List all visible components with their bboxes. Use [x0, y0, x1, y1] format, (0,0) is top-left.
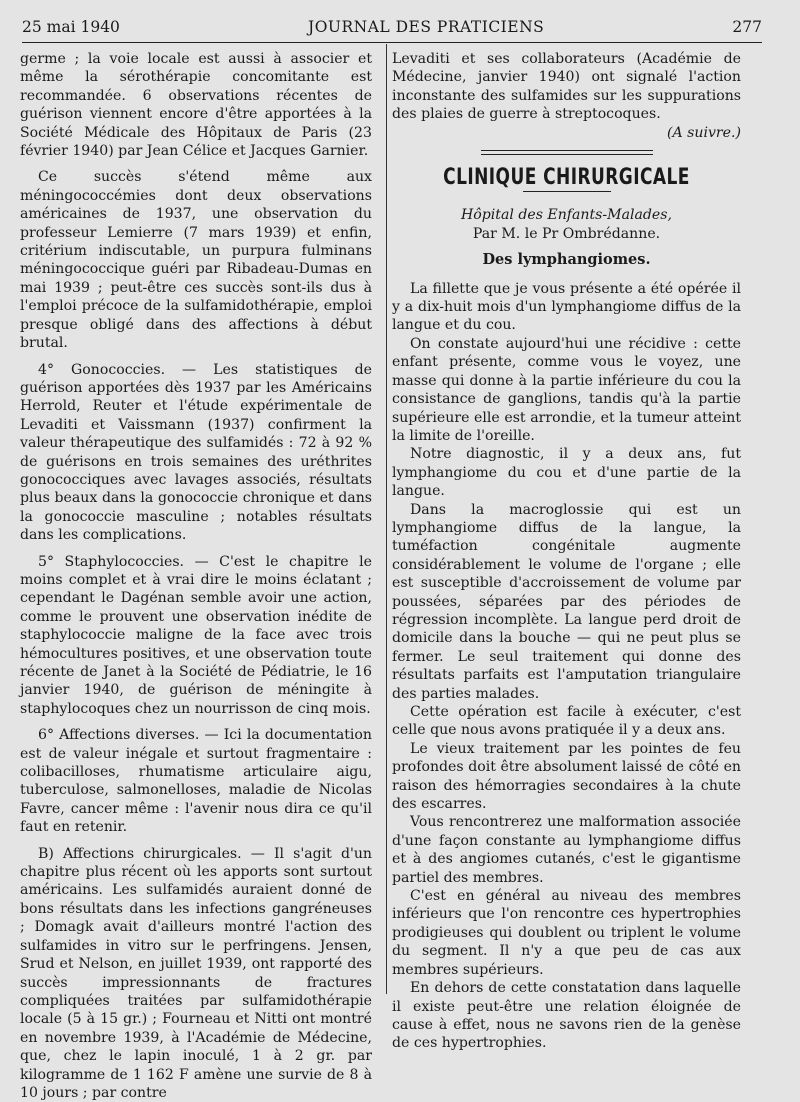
paragraph: B) Affections chirurgicales. — Il s'agit d'un chapitre plus récent où les apports sont surtout américains. Les sulfamidés auraient donné de bons résultats dans les infections gangréneuses ; Domagk avait d'ailleurs montré l'action des sulfamides in vitro sur le perfringens. Jensen, Srud et Nelson, en juillet 1939, ont rapporté des succès impressionnants de fractures compliquées traitées par sulfamidothérapie locale (5 à 15 gr.) ; Fourneau et Nitti ont montré en novembre 1939, à l'Académie de Médecine, que, chez le lapin inoculé, 1 à 2 gr. par kilogramme de 1 162 F amène une survie de 8 à 10 jours ; par contre	[20, 845, 372, 1101]
running-header	[22, 18, 762, 43]
section-title: CLINIQUE CHIRURGICALE	[443, 165, 690, 191]
paragraph: C'est en général au niveau des membres inférieurs que l'on rencontre ces hypertrophies prodigieuses qui doublent ou triplent le volume du segment. Il n'y a que peu de cas aux membres supérieurs.	[392, 888, 741, 978]
paragraph: 4° Gonococcies. — Les statistiques de guérison apportées dès 1937 par les Américains Herrold, Reuter et l'étude expérimentale de Levaditi et Vaissmann (1937) confirment la valeur thérapeutique des sulfamidés : 72 à 92 % de guérisons en trois semaines des uréthrites gonococciques avec lavages associés, résultats plus beaux dans la gonococcie chronique et dans la gonococcie masculine ; notables résultats dans les complications.	[20, 361, 372, 544]
paragraph: On constate aujourd'hui une récidive : cette enfant présente, comme vous le voyez, une masse qui donne à la partie inférieure du cou la consistance de ganglions, tandis qu'à la partie supérieure elle est arrondie, et la tumeur atteint la limite de l'oreille.	[392, 335, 741, 444]
paragraph: 6° Affections diverses. — Ici la documentation est de valeur inégale et surtout fragmentaire : colibacilloses, rhumatisme articulaire aigu, tuberculose, salmonelloses, maladie de Nicolas Favre, cancer même : l'avenir nous dira ce qu'il faut en retenir.	[20, 727, 372, 836]
continuation-paragraph: Levaditi et ses collaborateurs (Académie de Médecine, janvier 1940) ont signalé l'action inconstante des sulfamides sur les suppurations des plaies de guerre à streptocoques.	[392, 51, 741, 123]
article-subtitle: Des lymphangiomes.	[482, 251, 651, 269]
paragraph: Le vieux traitement par les pointes de feu profondes doit être absolument laissé de côté en raison des hémorragies secondaires à la chute des escarres.	[392, 740, 741, 813]
paragraph: Cette opération est facile à exécuter, c'est celle que nous avons pratiquée il y a deux ans.	[392, 704, 741, 739]
header-date: 25 mai 1940	[22, 18, 120, 36]
paragraph: germe ; la voie locale est aussi à associer et même la sérothérapie concomitante est recommandée. 6 observations récentes de guérison viennent encore d'être apportées à la Société Médicale des Hôpitaux de Paris (23 février 1940) par Jean Célice et Jacques Garnier.	[20, 51, 372, 160]
page-number: 277	[732, 18, 762, 36]
paragraph: Notre diagnostic, il y a deux ans, fut lymphangiome du cou et d'une partie de la langue.	[392, 446, 741, 500]
journal-title: JOURNAL DES PRATICIENS	[308, 18, 545, 36]
title-underline	[523, 191, 611, 192]
to-follow-note: (A suivre.)	[667, 124, 741, 141]
paragraph: Vous rencontrerez une malformation associée d'une façon constante au lymphangiome diffus et à des angiomes cutanés, c'est le gigantisme partiel des membres.	[392, 814, 741, 886]
paragraph: 5° Staphylococcies. — C'est le chapitre le moins complet et à vrai dire le moins éclatant ; cependant le Dagénan semble avoir une action, comme le prouvent une observation inédite de staphylococcie maligne de la face avec trois hémocultures positives, et une observation toute récente de Janet à la Société de Pédiatrie, le 16 janvier 1940, de guérison de méningite à staphylocoques chez un nourrisson de cinq mois.	[20, 553, 372, 717]
paragraph: Ce succès s'étend même aux méningococcémies dont deux observations américaines de 1937, une observation du professeur Lemierre (7 mars 1939) et enfin, critérium indiscutable, un purpura fulminans méningococcique guéri par Ribadeau-Dumas en mai 1939 ; peut-être ces succès sont-ils dus à l'emploi précoce de la sulfamidothérapie, emploi presque obligé dans des affections à début brutal.	[20, 169, 372, 352]
section-separator	[481, 150, 653, 155]
author-line: Par M. le Pr Ombrédanne.	[472, 225, 661, 242]
paragraph: En dehors de cette constatation dans laquelle il existe peut-être une relation éloignée de cause à effet, nous ne savons rien de la genèse de ces hypertrophies.	[392, 980, 741, 1052]
paragraph: Dans la macroglossie qui est un lymphangiome diffus de la langue, la tuméfaction congénitale augmente considérablement le volume de l'organe ; elle est susceptible d'accroissement de volume par poussées, séparées par des périodes de régression incomplète. La langue perd droit de domicile dans la bouche — qui ne peut plus se fermer. Le seul traitement qui donne des résultats parfaits est l'amputation triangulaire des parties malades.	[392, 501, 741, 702]
left-column	[20, 50, 372, 1102]
paragraph: La fillette que je vous présente a été opérée il y a dix-huit mois d'un lymphangiome diffus de la langue et du cou.	[392, 280, 741, 334]
hospital-line: Hôpital des Enfants-Malades,	[461, 207, 672, 224]
right-column	[392, 50, 741, 1053]
column-divider	[386, 44, 387, 994]
